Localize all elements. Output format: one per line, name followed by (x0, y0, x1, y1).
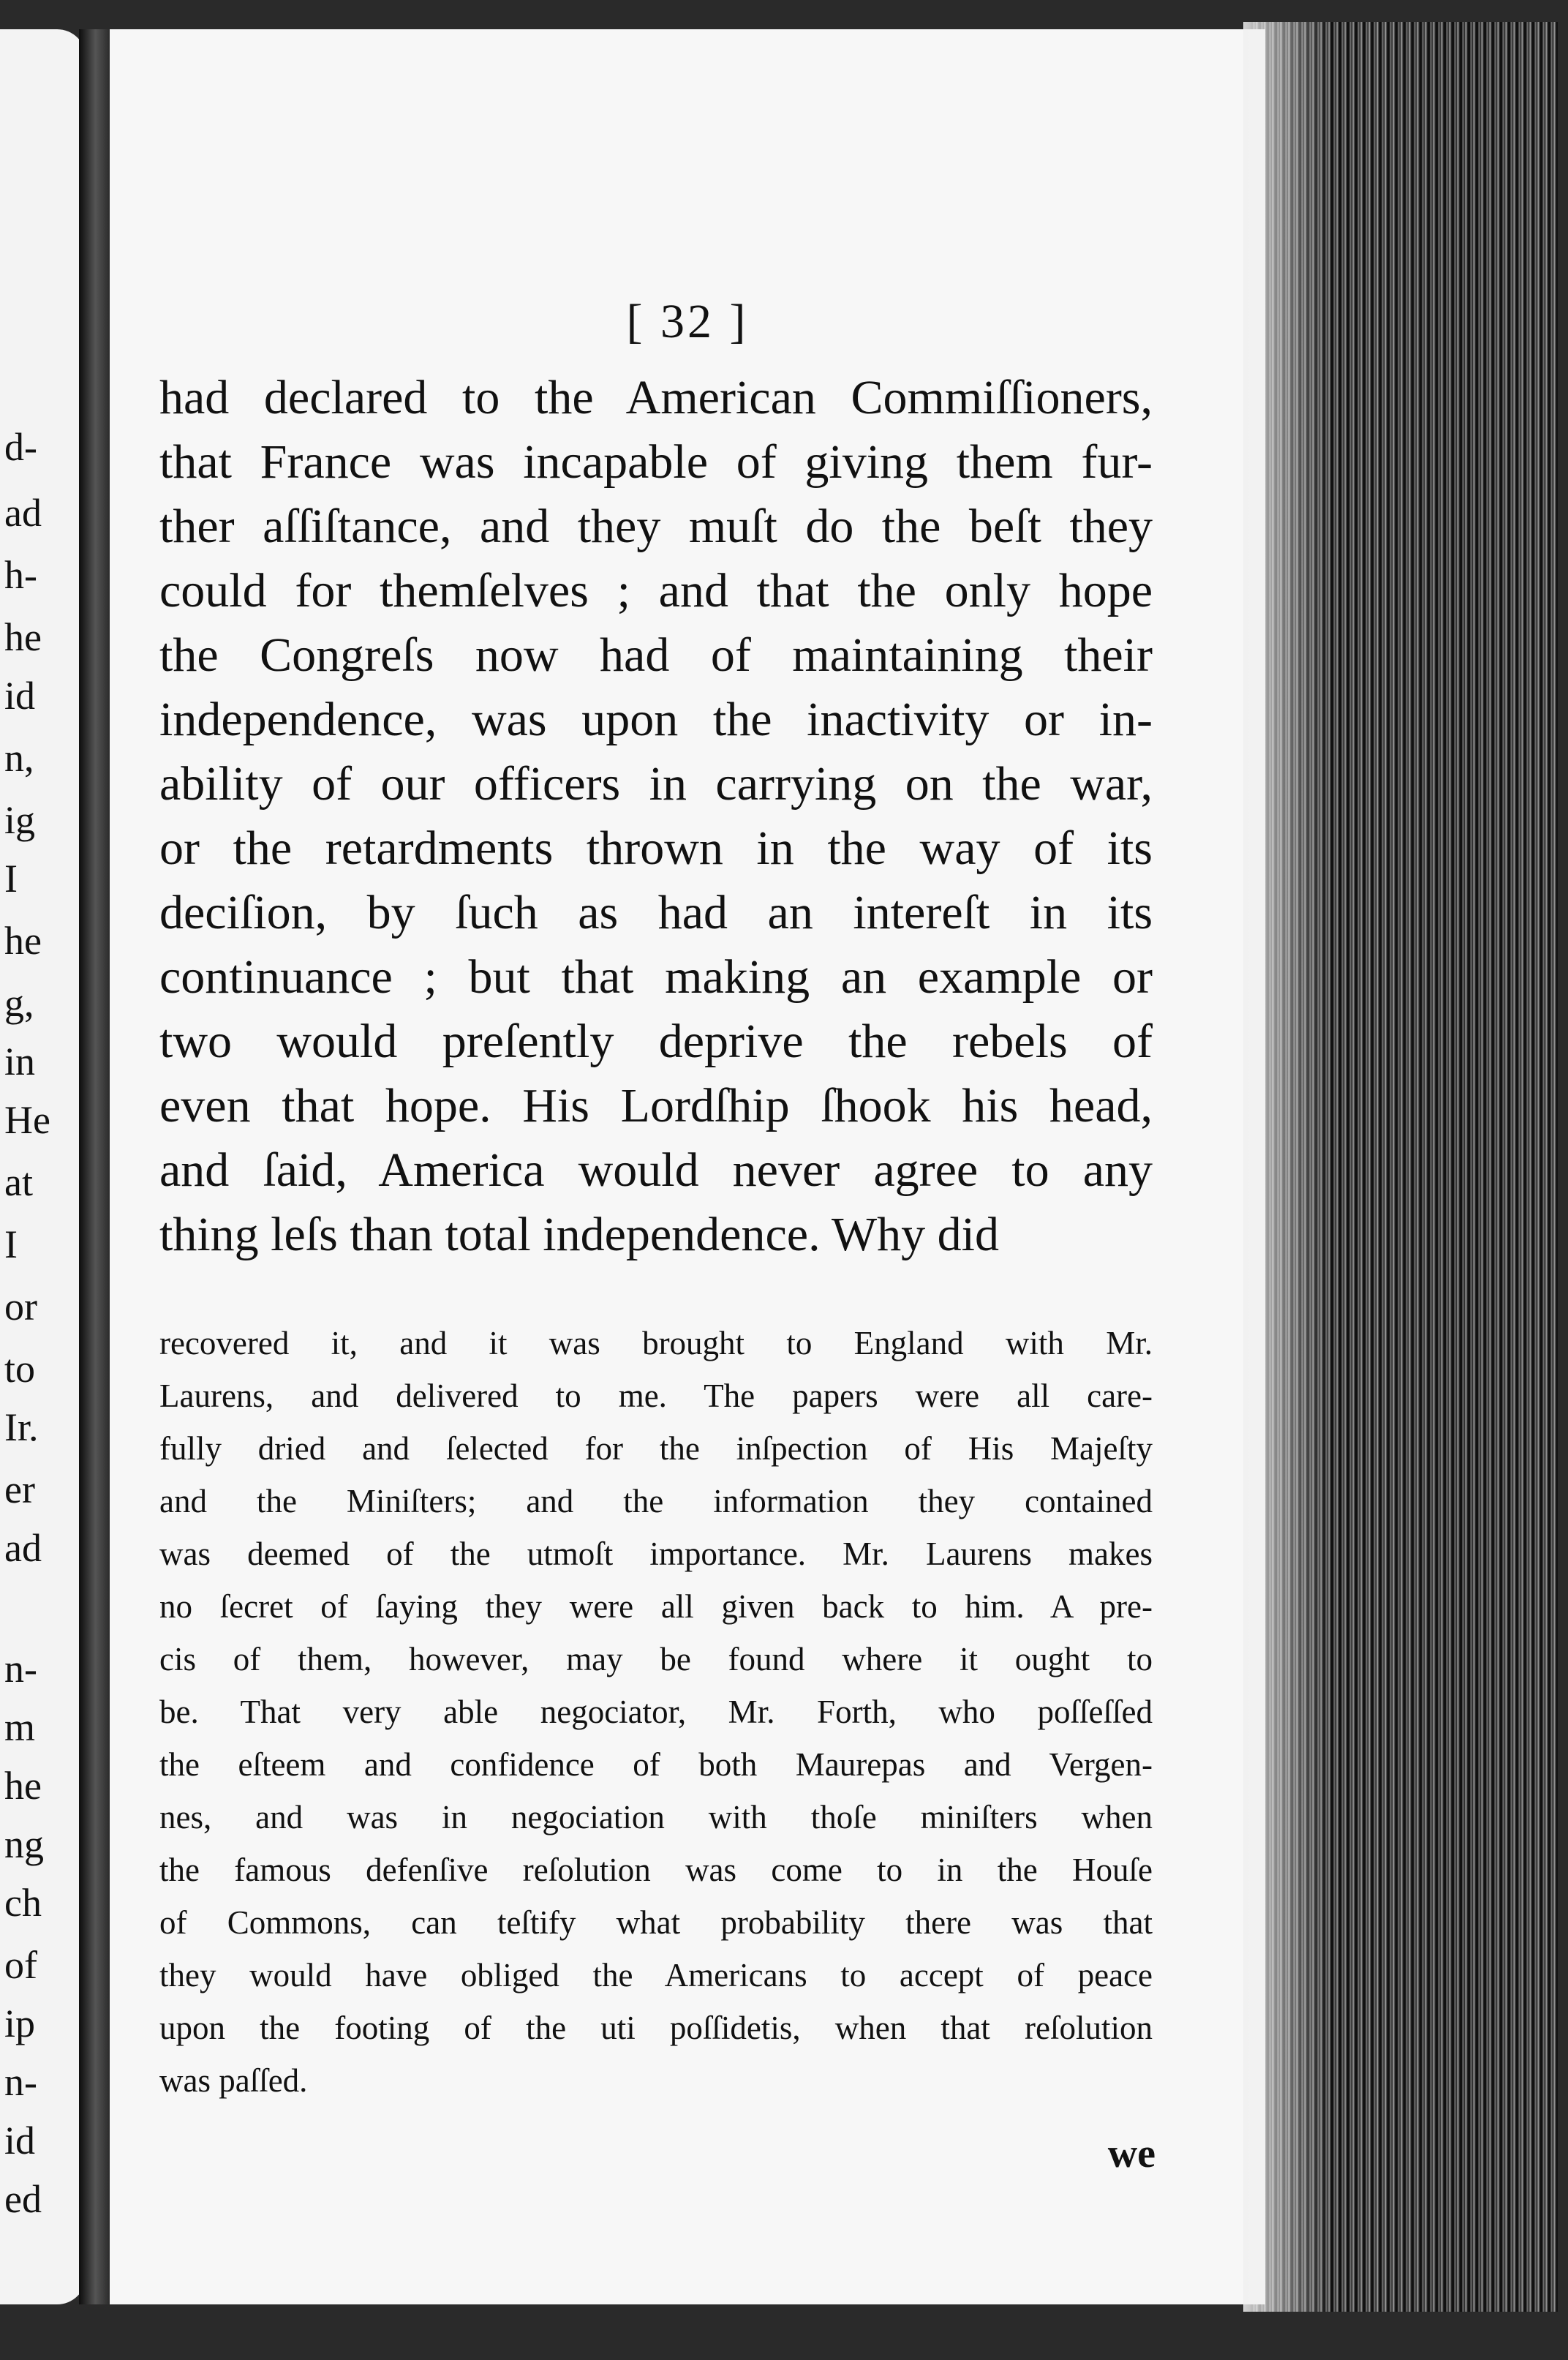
left-page-fragment: m (4, 1705, 36, 1749)
body-line: the Congreſs now had of maintaining their (159, 628, 1153, 682)
footnote-line: they would have obliged the Americans to accept of peace (159, 1957, 1153, 1993)
footnote-line: of Commons, can teſtify what probability there was that (159, 1904, 1153, 1941)
footnote-line: fully dried and ſelected for the inſpection of His Majeſty (159, 1430, 1153, 1467)
body-line: even that hope. His Lordſhip ſhook his head, (159, 1079, 1153, 1132)
left-page-fragment: n, (4, 736, 34, 780)
left-page-fragment: n- (4, 2060, 37, 2104)
left-page-fragment: at (4, 1160, 33, 1204)
left-page-fragment: ig (4, 798, 36, 842)
left-page-edge (0, 29, 86, 2304)
body-line: or the retardments thrown in the way of its (159, 822, 1153, 875)
body-line: ther aſſiſtance, and they muſt do the beſt they (159, 500, 1153, 553)
footnote-line: Laurens, and delivered to me. The papers were all care- (159, 1378, 1153, 1414)
left-page-fragment: of (4, 1943, 37, 1987)
left-page-fragment: er (4, 1468, 35, 1511)
body-line: had declared to the American Commiſſioners, (159, 371, 1153, 424)
left-page-fragment: ng (4, 1822, 44, 1866)
book-page (110, 29, 1265, 2304)
body-line: thing leſs than total independence. Why did (159, 1208, 1000, 1261)
left-page-fragment: I (4, 857, 18, 901)
footnote-line: upon the footing of the uti poſſidetis, when that reſolution (159, 2010, 1153, 2046)
left-page-fragment: d- (4, 425, 37, 469)
body-line: two would preſently deprive the rebels of (159, 1015, 1153, 1068)
left-page-fragment: in (4, 1040, 36, 1083)
footnote-line: cis of them, however, may be found where it ought to (159, 1641, 1153, 1677)
left-page-fragment: I (4, 1222, 18, 1266)
left-page-fragment: h- (4, 553, 37, 597)
left-page-fragment: he (4, 615, 42, 659)
page-number: [ 32 ] (626, 295, 749, 348)
left-page-fragment: ad (4, 491, 42, 535)
left-page-fragment: ch (4, 1881, 42, 1925)
left-page-fragment: or (4, 1285, 37, 1329)
footnote-line: the eſteem and confidence of both Maurepas and Vergen- (159, 1746, 1153, 1783)
left-page-fragment: ip (4, 2002, 36, 2045)
footnote-line: was paſſed. (159, 2062, 308, 2099)
body-line: that France was incapable of giving them fur- (159, 435, 1153, 489)
body-line: continuance ; but that making an example or (159, 950, 1153, 1004)
footnote-line: was deemed of the utmoſt importance. Mr. Laurens makes (159, 1536, 1153, 1572)
left-page-fragment: g, (4, 981, 34, 1025)
footnote-line: and the Miniſters; and the information they contained (159, 1483, 1153, 1519)
body-line: ability of our officers in carrying on the war, (159, 757, 1153, 811)
footnote-line: be. That very able negociator, Mr. Forth, who poſſeſſed (159, 1694, 1153, 1730)
left-page-fragment: He (4, 1098, 50, 1142)
left-page-fragment: he (4, 1764, 42, 1808)
left-page-fragment: id (4, 674, 36, 718)
footnote-line: the famous defenſive reſolution was come to in the Houſe (159, 1852, 1153, 1888)
left-page-fragment: Ir. (4, 1405, 39, 1449)
page-edge-shade (1243, 22, 1331, 2312)
left-page-fragment: ed (4, 2177, 42, 2221)
body-line: independence, was upon the inactivity or in- (159, 693, 1153, 746)
left-page-fragment: to (4, 1347, 36, 1391)
footnote-line: no ſecret of ſaying they were all given back to him. A pre- (159, 1588, 1153, 1625)
body-line: could for themſelves ; and that the only hope (159, 564, 1153, 617)
footnote-line: recovered it, and it was brought to England with Mr. (159, 1325, 1153, 1361)
left-page-fragment: n- (4, 1647, 37, 1691)
left-page-fragment: he (4, 919, 42, 963)
body-line: deciſion, by ſuch as had an intereſt in its (159, 886, 1153, 939)
left-page-fragment: ad (4, 1526, 42, 1570)
catchword: we (1107, 2131, 1156, 2176)
footnote-line: nes, and was in negociation with thoſe miniſters when (159, 1799, 1153, 1835)
left-page-fragment: id (4, 2119, 36, 2162)
body-line: and ſaid, America would never agree to any (159, 1143, 1153, 1197)
